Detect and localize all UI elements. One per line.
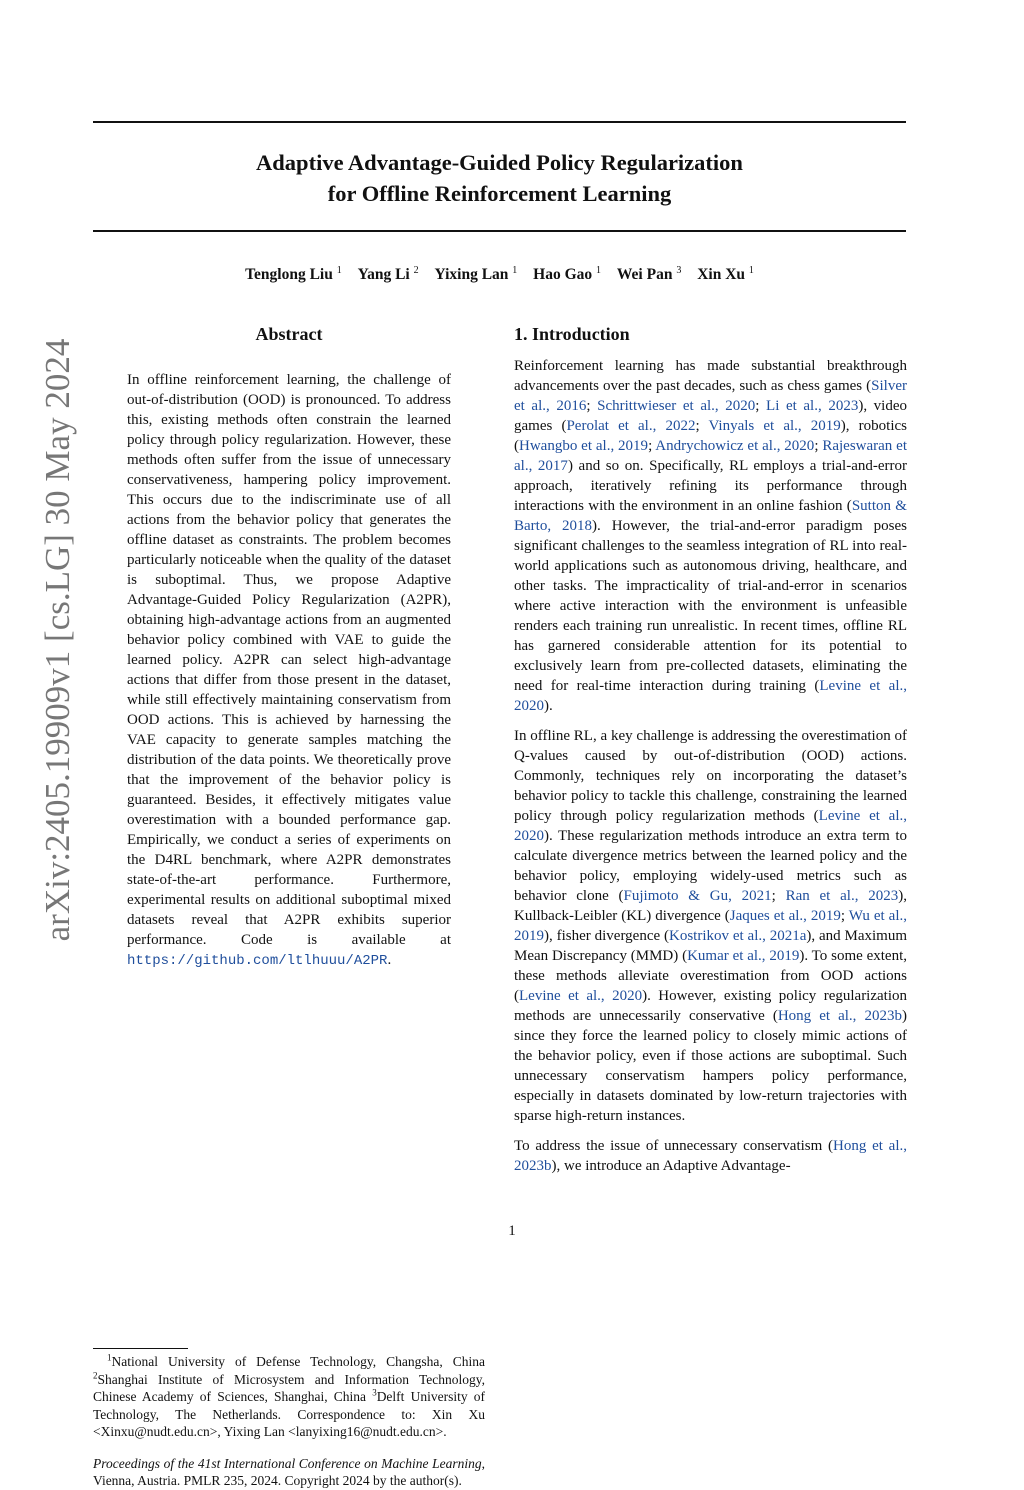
citation-link[interactable]: Perolat et al., 2022 [566, 418, 696, 434]
title-rule-top [93, 121, 906, 123]
introduction-heading: 1. Introduction [514, 324, 630, 344]
author: Wei Pan $^3$ [616, 264, 682, 283]
citation-link[interactable]: Schrittwieser et al., 2020 [597, 398, 756, 414]
author: Yang Li $^2$ [357, 264, 419, 283]
author: Hao Gao $^1$ [533, 264, 602, 283]
citation-link[interactable]: Rajeswaran et al., 2017 [514, 438, 907, 474]
affiliation-footnote: $^1$National University of Defense Technology, Changsha, China $^2$Shanghai Institute of Microsystem and Information Technology, Chinese Academy of Sciences, Shanghai, China $^3$Delft University of Technology, The Netherlands. Correspondence to: Xin Xu <Xinxu@nudt.edu.cn>, Yixing Lan <lanyixing16@nudt.edu.cn>. [93, 1352, 485, 1439]
code-link[interactable]: https://github.com/ltlhuuu/A2PR [127, 953, 388, 969]
citation-link[interactable]: Levine et al., 2020 [514, 808, 908, 844]
page-number: 1 [508, 1223, 516, 1239]
citation-link[interactable]: Andrychowicz et al., 2020 [655, 438, 815, 454]
citation-link[interactable]: Kostrikov et al., 2021a [669, 928, 807, 944]
citation-link[interactable]: Silver et al., 2016 [514, 378, 907, 414]
citation-link[interactable]: Levine et al., 2020 [514, 678, 907, 714]
author: Tenglong Liu $^1$ [245, 264, 342, 283]
right-column [514, 322, 907, 1176]
citation-link[interactable]: Fujimoto & Gu, 2021 [623, 888, 772, 904]
citation-link[interactable]: Hong et al., 2023b [514, 1138, 907, 1174]
left-column [93, 322, 485, 1488]
author: Xin Xu $^1$ [697, 264, 754, 283]
citation-link[interactable]: Levine et al., 2020 [519, 988, 643, 1004]
author-list [93, 266, 906, 284]
intro-paragraph-3: To address the issue of unnecessary conservatism (Hong et al., 2023b), we introduce an Adaptive Advantage- [514, 1138, 907, 1174]
citation-link[interactable]: Jaques et al., 2019 [729, 908, 841, 924]
proceedings-note: Proceedings of the 41st International Conference on Machine Learning, Vienna, Austria. PMLR 235, 2024. Copyright 2024 by the author(s). [93, 1455, 485, 1488]
citation-link[interactable]: Hwangbo et al., 2019 [519, 438, 649, 454]
abstract-heading: Abstract [255, 324, 323, 344]
title-line-1: Adaptive Advantage-Guided Policy Regularization [256, 150, 743, 175]
citation-link[interactable]: Li et al., 2023 [766, 398, 859, 414]
intro-paragraph-2: In offline RL, a key challenge is addressing the overestimation of Q-values caused by out-of-distribution (OOD) actions. Commonly, techniques rely on incorporating the dataset’s behavior policy to tackle this challenge, constraining the learned policy through policy regularization methods (Levine et al., 2020). These regularization methods introduce an extra term to calculate divergence metrics between the learned policy and the behavior policy, employing widely-used metrics such as behavior clone (Fujimoto & Gu, 2021; Ran et al., 2023), Kullback-Leibler (KL) divergence (Jaques et al., 2019; Wu et al., 2019), fisher divergence (Kostrikov et al., 2021a), and Maximum Mean Discrepancy (MMD) (Kumar et al., 2019). To some extent, these methods alleviate overestimation from OOD actions (Levine et al., 2020). However, existing policy regularization methods are unnecessarily conservative (Hong et al., 2023b) since they force the learned policy to closely mimic actions of the behavior policy, even if those actions are suboptimal. Such unnecessary conservatism hampers policy performance, especially in datasets dominated by low-return trajectories with sparse high-return instances. [514, 728, 908, 1124]
footnotes [93, 1353, 485, 1490]
citation-link[interactable]: Kumar et al., 2019 [687, 948, 800, 964]
citation-link[interactable]: Ran et al., 2023 [785, 888, 899, 904]
paper-title [93, 147, 906, 209]
citation-link[interactable]: Hong et al., 2023b [777, 1008, 902, 1024]
title-rule-bottom [93, 230, 906, 232]
abstract-body: In offline reinforcement learning, the challenge of out-of-distribution (OOD) is pronounced. To address this, existing methods often constrain the learned policy through policy regularization. However, these methods often suffer from the issue of unnecessary conservativeness, hampering policy improvement. This occurs due to the indiscriminate use of all actions from the behavior policy that generates the offline dataset as constraints. The problem becomes particularly noticeable when the quality of the dataset is suboptimal. Thus, we propose Adaptive Advantage-Guided Policy Regularization (A2PR), obtaining high-advantage actions from an augmented behavior policy combined with VAE to guide the learned policy. A2PR can select high-advantage actions that differ from those present in the dataset, while still effectively maintaining conservatism from OOD actions. This is achieved by harnessing the VAE capacity to generate samples matching the distribution of the data points. We theoretically prove that the improvement of the behavior policy is guaranteed. Besides, it effectively mitigates value overestimation with a bounded performance gap. Empirically, we conduct a series of experiments on the D4RL benchmark, where A2PR demonstrates state-of-the-art performance. Furthermore, experimental results on additional suboptimal mixed datasets reveal that A2PR exhibits superior performance. Code is available at https://github.com/ltlhuuu/A2PR. [127, 372, 451, 969]
citation-link[interactable]: Wu et al., 2019 [514, 908, 907, 944]
intro-paragraph-1: Reinforcement learning has made substantial breakthrough advancements over the past decades, such as chess games (Silver et al., 2016; Schrittwieser et al., 2020; Li et al., 2023), video games (Perolat et al., 2022; Vinyals et al., 2019), robotics (Hwangbo et al., 2019; Andrychowicz et al., 2020; Rajeswaran et al., 2017) and so on. Specifically, RL employs a trial-and-error approach, iteratively refining its performance through interactions with the environment in an online fashion (Sutton & Barto, 2018). However, the trial-and-error paradigm poses significant challenges to the seamless integration of RL into real-world applications such as autonomous driving, healthcare, and other tasks. The impracticality of trial-and-error in scenarios where active interaction with the environment is unfeasible renders each training run unrealistic. In recent times, offline RL has garnered considerable attention for its potential to exclusively learn from pre-collected datasets, eliminating the need for real-time interaction during training (Levine et al., 2020). [514, 358, 908, 714]
arxiv-stamp: arXiv:2405.19909v1 [cs.LG] 30 May 2024 [38, 338, 77, 942]
citation-link[interactable]: Sutton & Barto, 2018 [514, 498, 907, 534]
footnote-rule [93, 1348, 188, 1349]
citation-link[interactable]: Vinyals et al., 2019 [708, 418, 841, 434]
author: Yixing Lan $^1$ [434, 264, 518, 283]
title-line-2: for Offline Reinforcement Learning [327, 181, 672, 206]
